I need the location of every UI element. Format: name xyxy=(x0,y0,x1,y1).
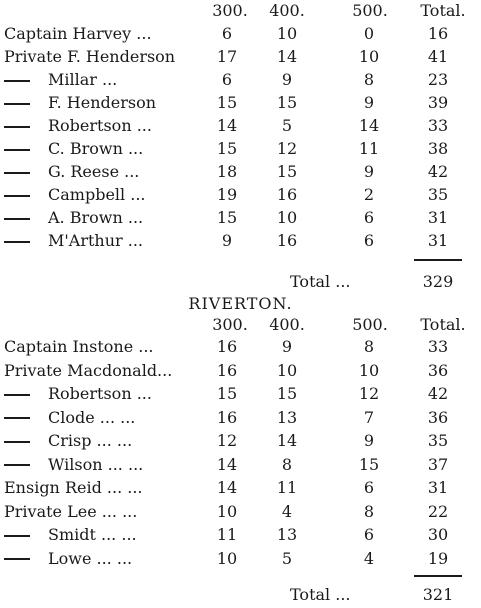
team1-total-value: 329 xyxy=(422,272,454,291)
score-total: 16 xyxy=(427,24,449,43)
player-name-text: Crisp ... ... xyxy=(48,431,133,450)
table-row xyxy=(0,336,481,358)
score-500: 6 xyxy=(363,525,375,544)
table-row xyxy=(0,477,481,499)
header-total: Total. xyxy=(420,1,466,20)
table-row xyxy=(0,138,481,160)
score-500: 9 xyxy=(363,162,375,181)
score-400: 16 xyxy=(276,231,298,250)
score-300: 18 xyxy=(216,162,238,181)
player-name-text: Ensign Reid ... ... xyxy=(4,478,143,497)
score-300: 12 xyxy=(216,431,238,450)
player-name-text: Robertson ... xyxy=(48,384,152,403)
ditto-dash xyxy=(4,195,30,197)
player-name-text: Private F. Henderson xyxy=(4,47,176,66)
score-total: 35 xyxy=(427,431,449,450)
score-300: 14 xyxy=(216,454,238,474)
player-name-text: Captain Instone ... xyxy=(4,337,154,356)
table-row xyxy=(0,92,481,114)
score-400: 13 xyxy=(276,407,298,427)
score-500: 8 xyxy=(363,70,375,89)
score-total: 41 xyxy=(427,47,449,66)
score-total: 33 xyxy=(427,337,449,356)
table-row xyxy=(0,524,481,546)
score-400: 4 xyxy=(281,501,293,521)
player-name-text: Private Macdonald... xyxy=(4,360,173,380)
ditto-dash xyxy=(4,103,30,105)
player-name xyxy=(4,360,212,382)
player-name xyxy=(4,477,212,499)
score-400: 14 xyxy=(276,431,298,450)
score-300: 16 xyxy=(216,337,238,356)
score-500: 12 xyxy=(358,384,380,403)
table-row xyxy=(0,360,481,382)
player-name xyxy=(4,23,212,45)
header-total: Total. xyxy=(420,315,466,334)
score-total: 31 xyxy=(427,231,449,250)
score-300: 15 xyxy=(216,208,238,227)
score-total: 36 xyxy=(427,407,449,427)
score-400: 10 xyxy=(276,360,298,380)
score-300: 14 xyxy=(216,478,238,497)
player-name xyxy=(4,161,212,183)
player-name xyxy=(4,454,212,476)
header-300: 300. xyxy=(212,1,248,20)
player-name-text: C. Brown ... xyxy=(48,139,144,158)
team1-header-row xyxy=(0,0,481,22)
score-400: 5 xyxy=(281,548,293,568)
player-name-text: G. Reese ... xyxy=(48,162,140,181)
score-400: 8 xyxy=(281,454,293,474)
player-name xyxy=(4,501,212,523)
player-name-text: Wilson ... ... xyxy=(48,454,144,474)
score-total: 37 xyxy=(427,454,449,474)
player-name xyxy=(4,138,212,160)
score-500: 15 xyxy=(358,454,380,474)
player-name-text: Captain Harvey ... xyxy=(4,24,152,43)
score-300: 9 xyxy=(221,231,233,250)
ditto-dash xyxy=(4,441,30,443)
player-name xyxy=(4,336,212,358)
ditto-dash xyxy=(4,126,30,128)
player-name xyxy=(4,383,212,405)
score-total: 30 xyxy=(427,525,449,544)
score-500: 6 xyxy=(363,208,375,227)
table-row xyxy=(0,207,481,229)
table-row xyxy=(0,184,481,206)
table-row xyxy=(0,115,481,137)
player-name xyxy=(4,548,212,570)
score-total: 38 xyxy=(427,139,449,158)
score-500: 7 xyxy=(363,407,375,427)
score-total: 35 xyxy=(427,185,449,204)
table-row xyxy=(0,230,481,252)
ditto-dash xyxy=(4,417,30,419)
score-400: 10 xyxy=(276,24,298,43)
player-name xyxy=(4,430,212,452)
table-row xyxy=(0,501,481,523)
score-300: 10 xyxy=(216,548,238,568)
score-500: 4 xyxy=(363,548,375,568)
ditto-dash xyxy=(4,80,30,82)
score-300: 16 xyxy=(216,360,238,380)
score-400: 13 xyxy=(276,525,298,544)
player-name xyxy=(4,524,212,546)
score-500: 10 xyxy=(358,47,380,66)
score-300: 15 xyxy=(216,93,238,112)
player-name-text: Clode ... ... xyxy=(48,407,136,427)
header-500: 500. xyxy=(352,315,388,334)
score-total: 31 xyxy=(427,208,449,227)
header-400: 400. xyxy=(269,1,305,20)
ditto-dash xyxy=(4,394,30,396)
team2-total-rule xyxy=(414,575,462,577)
score-300: 16 xyxy=(216,407,238,427)
score-400: 16 xyxy=(276,185,298,204)
score-400: 15 xyxy=(276,93,298,112)
player-name-text: Private Lee ... ... xyxy=(4,501,138,521)
score-total: 19 xyxy=(427,548,449,568)
ditto-dash xyxy=(4,464,30,466)
ditto-dash xyxy=(4,149,30,151)
player-name xyxy=(4,230,212,252)
score-500: 8 xyxy=(363,501,375,521)
player-name xyxy=(4,207,212,229)
score-500: 9 xyxy=(363,431,375,450)
score-400: 11 xyxy=(276,478,298,497)
score-400: 9 xyxy=(281,337,293,356)
score-500: 14 xyxy=(358,116,380,135)
team2-total-label: Total ... xyxy=(290,585,351,604)
header-500: 500. xyxy=(352,1,388,20)
table-row xyxy=(0,46,481,68)
score-300: 17 xyxy=(216,47,238,66)
score-300: 11 xyxy=(216,525,238,544)
team2-title: RIVERTON. xyxy=(188,294,293,313)
table-row xyxy=(0,383,481,405)
score-400: 10 xyxy=(276,208,298,227)
player-name-text: A. Brown ... xyxy=(48,208,144,227)
score-300: 6 xyxy=(221,70,233,89)
team1-total-row xyxy=(0,271,481,293)
score-400: 9 xyxy=(281,70,293,89)
header-400: 400. xyxy=(269,315,305,334)
score-500: 6 xyxy=(363,231,375,250)
score-300: 14 xyxy=(216,116,238,135)
table-row xyxy=(0,548,481,570)
score-300: 19 xyxy=(216,185,238,204)
player-name xyxy=(4,69,212,91)
score-400: 15 xyxy=(276,162,298,181)
team2-header-row xyxy=(0,314,481,336)
ditto-dash xyxy=(4,241,30,243)
player-name-text: Millar ... xyxy=(48,70,118,89)
table-row xyxy=(0,407,481,429)
ditto-dash xyxy=(4,535,30,537)
team1-total-label: Total ... xyxy=(290,272,351,291)
team2-total-value: 321 xyxy=(422,585,454,604)
score-500: 8 xyxy=(363,337,375,356)
score-total: 22 xyxy=(427,501,449,521)
team1-total-rule xyxy=(414,259,462,261)
score-400: 5 xyxy=(281,116,293,135)
score-400: 14 xyxy=(276,47,298,66)
ditto-dash xyxy=(4,172,30,174)
score-500: 6 xyxy=(363,478,375,497)
score-total: 42 xyxy=(427,162,449,181)
score-300: 6 xyxy=(221,24,233,43)
table-row xyxy=(0,69,481,91)
score-400: 15 xyxy=(276,384,298,403)
score-total: 31 xyxy=(427,478,449,497)
player-name xyxy=(4,92,212,114)
player-name-text: M'Arthur ... xyxy=(48,231,144,250)
player-name-text: F. Henderson xyxy=(48,93,157,112)
score-total: 39 xyxy=(427,93,449,112)
ditto-dash xyxy=(4,558,30,560)
score-300: 10 xyxy=(216,501,238,521)
score-total: 42 xyxy=(427,384,449,403)
player-name xyxy=(4,407,212,429)
score-500: 10 xyxy=(358,360,380,380)
table-row xyxy=(0,430,481,452)
score-total: 33 xyxy=(427,116,449,135)
player-name-text: Robertson ... xyxy=(48,116,152,135)
team2-total-row xyxy=(0,584,481,606)
table-row xyxy=(0,23,481,45)
player-name-text: Campbell ... xyxy=(48,185,146,204)
score-300: 15 xyxy=(216,384,238,403)
player-name xyxy=(4,115,212,137)
ditto-dash xyxy=(4,218,30,220)
player-name-text: Lowe ... ... xyxy=(48,548,133,568)
header-300: 300. xyxy=(212,315,248,334)
score-total: 36 xyxy=(427,360,449,380)
score-500: 0 xyxy=(363,24,375,43)
player-name xyxy=(4,46,212,68)
score-total: 23 xyxy=(427,70,449,89)
table-row xyxy=(0,161,481,183)
player-name-text: Smidt ... ... xyxy=(48,525,137,544)
score-400: 12 xyxy=(276,139,298,158)
score-500: 11 xyxy=(358,139,380,158)
score-500: 9 xyxy=(363,93,375,112)
score-500: 2 xyxy=(363,185,375,204)
score-300: 15 xyxy=(216,139,238,158)
table-row xyxy=(0,454,481,476)
player-name xyxy=(4,184,212,206)
